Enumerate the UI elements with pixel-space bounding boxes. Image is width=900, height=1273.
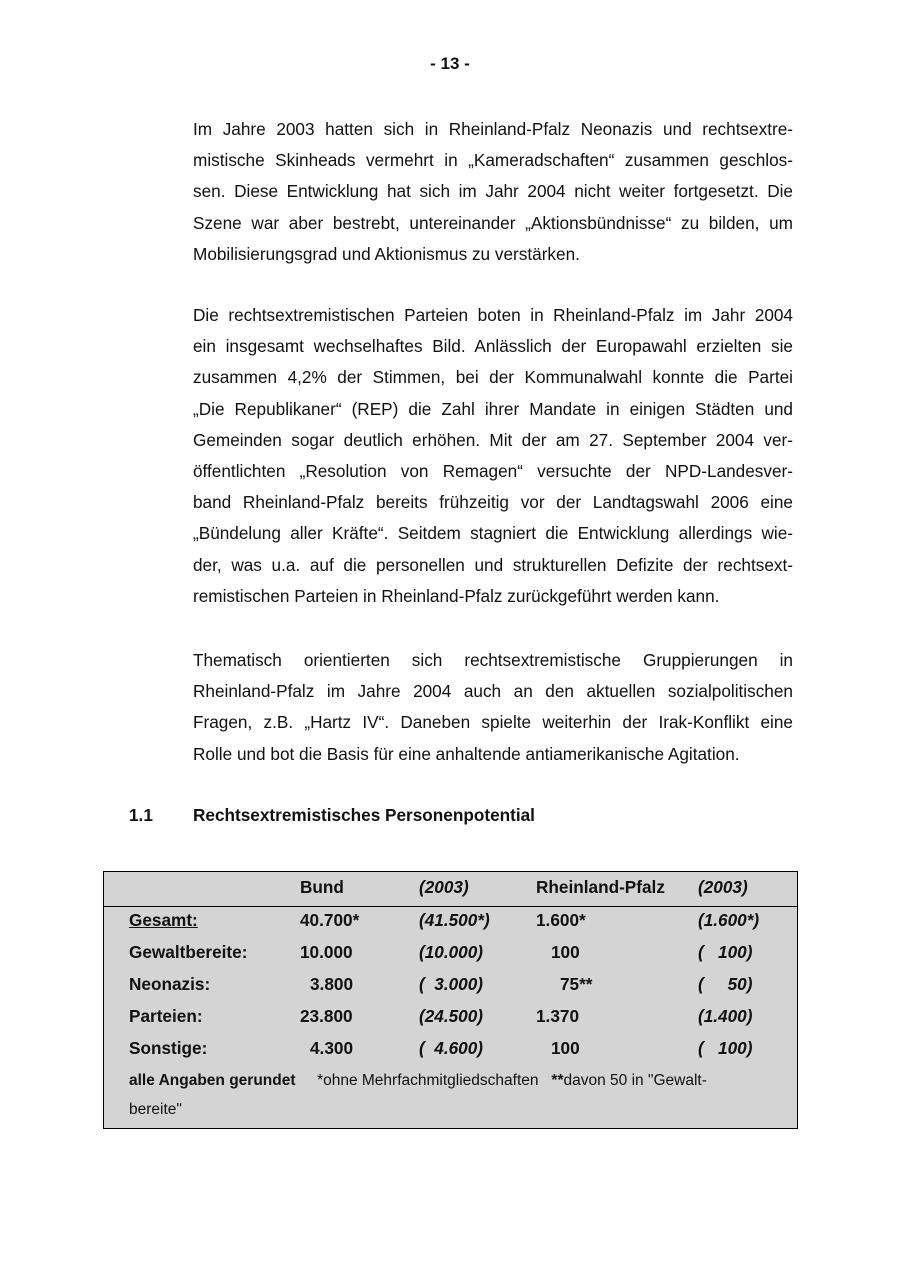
table-footnote [129,1066,769,1124]
cell-bund: 40.700* [300,910,360,930]
text-line: öffentlichten „Resolution von Remagen“ versuchte der NPD-Landesver- [193,460,793,481]
text-line: sen. Diese Entwicklung hat sich im Jahr 2004 nicht weiter fortgesetzt. Die [193,181,793,202]
header-bund: Bund [300,877,344,897]
cell-rp: 100 [551,942,580,962]
cell-rp-2003: ( 50) [698,974,753,994]
paragraph-3 [193,645,793,770]
statistics-table [103,871,798,1129]
text-line: ein insgesamt wechselhaftes Bild. Anlässlich der Europawahl erzielten sie [193,336,793,357]
header-bund-2003: (2003) [419,877,469,897]
cell-bund-2003: (10.000) [419,942,484,962]
cell-bund: 10.000 [300,942,353,962]
cell-rp: 100 [551,1038,580,1058]
cell-rp: 75** [560,974,593,994]
cell-bund: 4.300 [310,1038,354,1058]
text-line: „Bündelung aller Kräfte“. Seitdem stagniert die Entwicklung allerdings wie- [193,523,793,544]
footnote-rounded: alle Angaben gerundet [129,1072,296,1089]
text-line: band Rheinland-Pfalz bereits frühzeitig vor der Landtagswahl 2006 eine [193,492,793,513]
cell-bund-2003: (24.500) [419,1006,484,1026]
text-line: Gemeinden sogar deutlich erhöhen. Mit der am 27. September 2004 ver- [193,429,793,450]
cell-rp: 1.600* [536,910,586,930]
page-number: - 13 - [430,54,470,73]
text-line: Thematisch orientierten sich rechtsextremistische Gruppierungen in [193,650,793,670]
footnote-2-continuation: bereite" [129,1101,182,1118]
footnote-2: davon 50 in "Gewalt- [563,1072,707,1089]
text-line: der, was u.a. auf die personellen und strukturellen Defizite der rechtsext- [193,554,793,575]
text-line: Die rechtsextremistischen Parteien boten in Rheinland-Pfalz im Jahr 2004 [193,305,793,325]
cell-rp-2003: ( 100) [698,942,753,962]
table-header-row [104,872,797,907]
cell-bund-2003: (41.500*) [419,910,490,930]
cell-bund: 3.800 [310,974,354,994]
text-line: Rheinland-Pfalz im Jahre 2004 auch an den aktuellen sozialpolitischen [193,681,793,702]
cell-bund-2003: ( 3.000) [419,974,484,994]
row-label: Parteien: [129,1006,203,1026]
text-line: Im Jahre 2003 hatten sich in Rheinland-Pfalz Neonazis und rechtsextre- [193,119,793,139]
paragraph-2 [193,300,793,612]
text-line: Rolle und bot die Basis für eine anhaltende antiamerikanische Agitation. [193,743,740,764]
header-rp-2003: (2003) [698,877,748,897]
paragraph-1 [193,114,793,270]
section-heading [129,805,535,826]
text-line: mistische Skinheads vermehrt in „Kameradschaften“ zusammen geschlos- [193,150,793,171]
cell-rp-2003: (1.400) [698,1006,753,1026]
text-line: Fragen, z.B. „Hartz IV“. Daneben spielte weiterhin der Irak-Konflikt eine [193,712,793,733]
section-number: 1.1 [129,805,153,825]
cell-bund-2003: ( 4.600) [419,1038,484,1058]
cell-rp: 1.370 [536,1006,580,1026]
text-line: remistischen Parteien in Rheinland-Pfalz zurückgeführt werden kann. [193,585,720,606]
row-label: Sonstige: [129,1038,208,1058]
text-line: Mobilisierungsgrad und Aktionismus zu verstärken. [193,243,580,264]
text-line: zusammen 4,2% der Stimmen, bei der Kommunalwahl konnte die Partei [193,367,793,388]
cell-bund: 23.800 [300,1006,353,1026]
header-rheinland-pfalz: Rheinland-Pfalz [536,877,665,897]
row-label: Gesamt: [129,910,198,930]
section-title: Rechtsextremistisches Personenpotential [193,805,535,825]
cell-rp-2003: ( 100) [698,1038,753,1058]
footnote-1: *ohne Mehrfachmitgliedschaften [317,1072,539,1089]
cell-rp-2003: (1.600*) [698,910,760,930]
text-line: „Die Republikaner“ (REP) die Zahl ihrer Mandate in einigen Städten und [193,398,793,419]
footnote-2-marker: ** [551,1072,564,1089]
text-line: Szene war aber bestrebt, untereinander „Aktionsbündnisse“ zu bilden, um [193,212,793,233]
row-label: Gewaltbereite: [129,942,248,962]
row-label: Neonazis: [129,974,211,994]
